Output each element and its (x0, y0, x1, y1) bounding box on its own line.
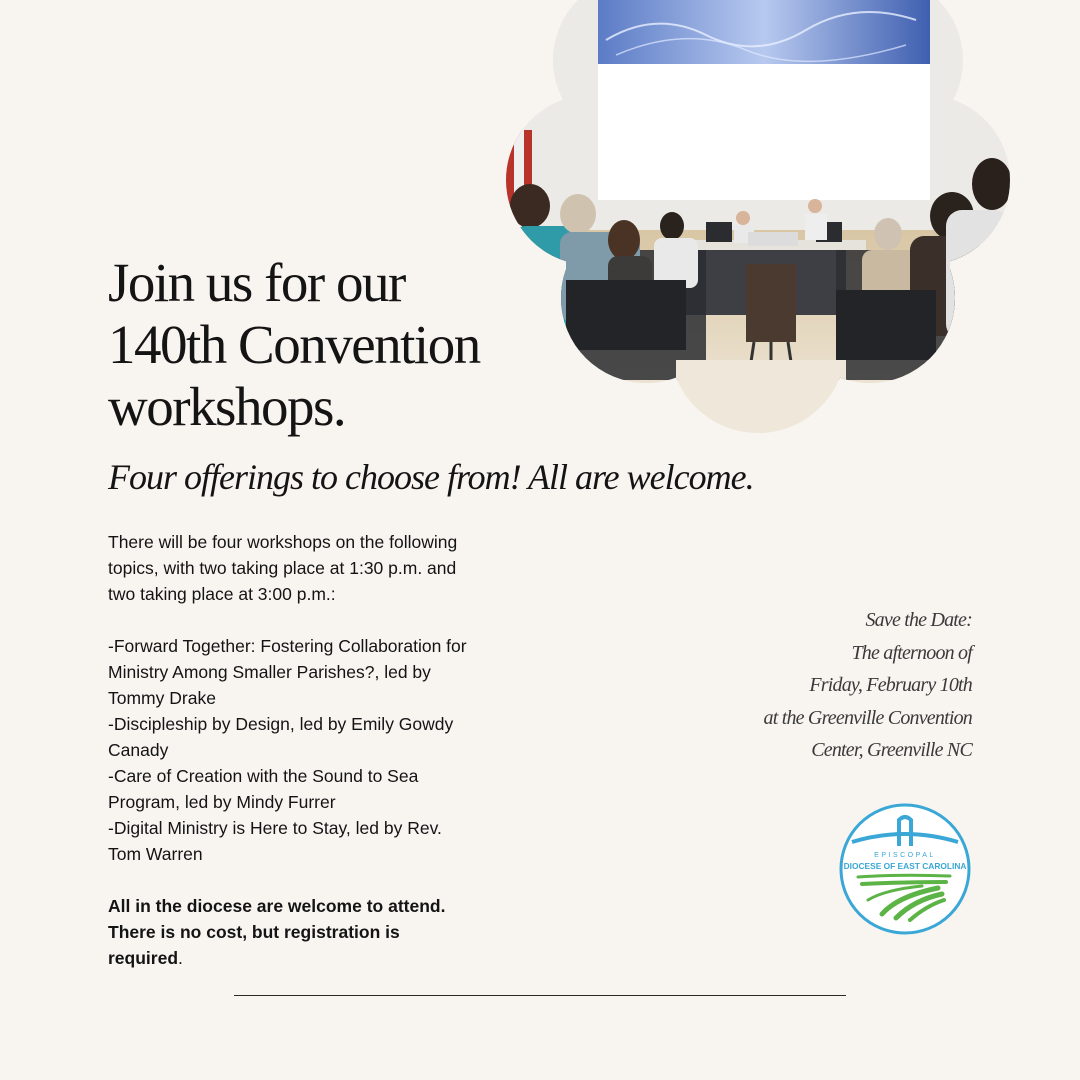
intro-line-1: There will be four workshops on the following (108, 532, 458, 552)
headline-line-1: Join us for our (108, 252, 405, 313)
workshop-description (108, 529, 528, 971)
save-date-line-2: The afternoon of (851, 641, 972, 664)
save-date-line-4: at the Greenville Convention (763, 706, 972, 729)
workshop-item-1 (108, 633, 528, 711)
workshop-1-line-1: -Forward Together: Fostering Collaboration for (108, 636, 467, 656)
headline-line-3: workshops. (108, 376, 346, 437)
workshop-item-4 (108, 815, 528, 867)
headline-line-2: 140th Convention (108, 314, 480, 375)
intro-paragraph (108, 529, 528, 607)
subheadline: Four offerings to choose from! All are welcome. (108, 457, 754, 497)
workshop-1-line-2: Ministry Among Smaller Parishes?, led by (108, 662, 431, 682)
conference-photo (506, 0, 1010, 434)
spacer (108, 867, 528, 893)
seal-name-text: DIOCESE OF EAST CAROLINA (843, 861, 967, 871)
workshop-1-line-3: Tommy Drake (108, 688, 216, 708)
workshop-item-3 (108, 763, 528, 815)
closing-required: required (108, 948, 179, 968)
closing-line-1: All in the diocese are welcome to attend. (108, 896, 446, 916)
intro-line-3: two taking place at 3:00 p.m.: (108, 584, 336, 604)
intro-line-2: topics, with two taking place at 1:30 p.m. and (108, 558, 457, 578)
workshop-4-line-2: Tom Warren (108, 844, 203, 864)
workshop-3-line-1: -Care of Creation with the Sound to Sea (108, 766, 419, 786)
diocese-seal (838, 802, 972, 936)
bottom-divider (234, 995, 846, 996)
closing-period: . (178, 948, 183, 968)
workshop-4-line-1: -Digital Ministry is Here to Stay, led by Rev. (108, 818, 442, 838)
workshop-2-line-1: -Discipleship by Design, led by Emily Gowdy (108, 714, 454, 734)
workshop-2-line-2: Canady (108, 740, 169, 760)
closing-line-2: There is no cost, but registration is (108, 922, 400, 942)
save-date-line-3: Friday, February 10th (809, 674, 972, 696)
save-date-line-1: Save the Date: (865, 609, 972, 631)
workshop-3-line-2: Program, led by Mindy Furrer (108, 792, 336, 812)
headline (108, 252, 528, 438)
spacer (108, 607, 528, 633)
workshop-item-2 (108, 711, 528, 763)
seal-top-text: EPISCOPAL (874, 852, 936, 859)
save-the-date (672, 604, 972, 767)
closing-paragraph (108, 893, 528, 971)
save-date-line-5: Center, Greenville NC (811, 739, 972, 761)
